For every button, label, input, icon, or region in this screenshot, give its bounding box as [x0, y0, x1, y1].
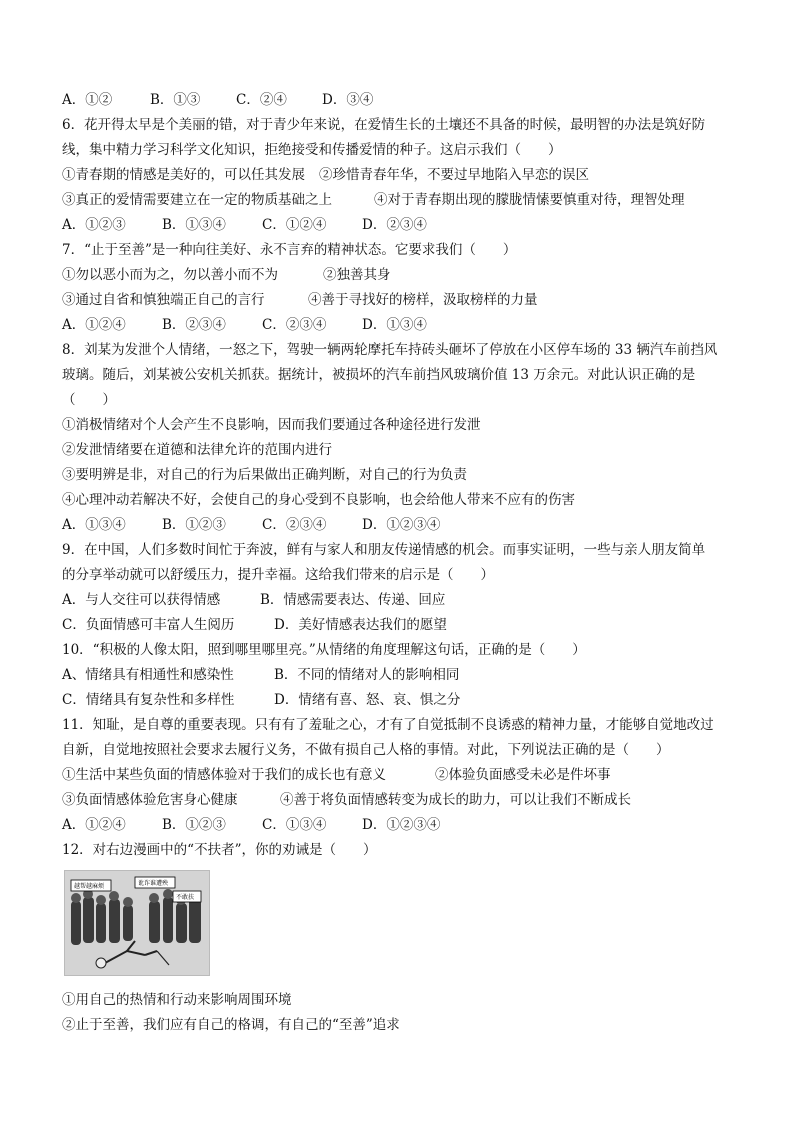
q11-statement-2: ②体验负面感受未必是件坏事: [435, 767, 611, 783]
q9-option-c: C．负面情感可丰富人生阅历: [62, 617, 235, 633]
q8-statement-1: ①消极情绪对个人会产生不良影响，因而我们要通过各种途径进行发泄: [62, 417, 481, 433]
q11-option-c: C．①③④: [262, 817, 327, 833]
q6-statement-2: ②珍惜青春年华，不要过早地陷入早恋的误区: [319, 167, 589, 183]
q6-statements-row1: [62, 166, 589, 184]
cartoon-sign-2: [135, 877, 175, 888]
q9-option-a: A．与人交往可以获得情感: [62, 592, 221, 608]
cartoon-sign-3: [173, 891, 201, 902]
q12-statement-2: ②止于至善，我们应有自己的格调，有自己的“至善”追求: [62, 1017, 400, 1033]
q6-stem-line2: 线，集中精力学习科学文化知识，拒绝接受和传播爱情的种子。这启示我们（ ）: [62, 142, 562, 158]
q5-option-b: B．①③: [150, 92, 201, 108]
q7-stem-line1: 7．“止于至善”是一种向往美好、永不言弃的精神状态。它要求我们（ ）: [62, 242, 517, 258]
q11-option-a: A．①②④: [62, 817, 126, 833]
q11-option-b: B．①②③: [162, 817, 226, 833]
q10-option-b: B．不同的情绪对人的影响相同: [274, 667, 460, 683]
q8-option-c: C．②③④: [262, 517, 327, 533]
q7-option-d: D．①③④: [362, 317, 427, 333]
q9-stem-line1: 9．在中国，人们多数时间忙于奔波，鲜有与家人和朋友传递情感的机会。而事实证明，一些与亲人朋友简单: [62, 542, 706, 558]
q10-option-c: C．情绪具有复杂性和多样性: [62, 692, 235, 708]
q8-option-d: D．①②③④: [362, 517, 441, 533]
q11-statement-4: ④善于将负面情感转变为成长的助力，可以让我们不断成长: [280, 792, 631, 808]
q6-statement-4: ④对于青春期出现的朦胧情愫要慎重对待，理智处理: [374, 192, 685, 208]
q7-statements-row2: [62, 291, 538, 309]
q9-option-d: D．美好情感表达我们的愿望: [274, 617, 447, 633]
q6-option-d: D．②③④: [362, 217, 427, 233]
q9-stem-line2: 的分享举动就可以舒缓压力，提升幸福。这给我们带来的启示是（ ）: [62, 567, 494, 583]
q8-option-b: B．①②③: [162, 517, 226, 533]
q7-option-b: B．②③④: [162, 317, 226, 333]
q7-statements-row1: [62, 266, 391, 284]
q6-option-b: B．①③④: [162, 217, 226, 233]
q10-stem-line1: 10．“积极的人像太阳，照到哪里哪里亮。”从情绪的角度理解这句话，正确的是（ ）: [62, 642, 586, 658]
q8-option-a: A．①③④: [62, 517, 126, 533]
q7-statement-2: ②独善其身: [323, 267, 391, 283]
q7-statement-1: ①勿以恶小而为之，勿以善小而不为: [62, 267, 278, 283]
q7-statement-3: ③通过自省和慎独端正自己的言行: [62, 292, 265, 308]
q11-statement-3: ③负面情感体验危害身心健康: [62, 792, 238, 808]
q11-statements-row2: [62, 791, 631, 809]
q7-option-a: A．①②④: [62, 317, 126, 333]
q5-option-a: A．①②: [62, 92, 113, 108]
q7-statement-4: ④善于寻找好的榜样，汲取榜样的力量: [308, 292, 538, 308]
q7-option-c: C．②③④: [262, 317, 327, 333]
q8-statement-4: ④心理冲动若解决不好，会使自己的身心受到不良影响，也会给他人带来不应有的伤害: [62, 492, 575, 508]
q6-options: [62, 216, 427, 234]
q5-option-d: D．③④: [322, 92, 374, 108]
q5-options: [62, 91, 373, 109]
q6-statements-row2: [62, 191, 685, 209]
q10-option-d: D．情绪有喜、怒、哀、惧之分: [274, 692, 461, 708]
q9-options-row1: [62, 591, 445, 609]
q12-statement-1: ①用自己的热情和行动来影响周围环境: [62, 992, 292, 1008]
q8-statement-3: ③要明辨是非，对自己的行为后果做出正确判断，对自己的行为负责: [62, 467, 467, 483]
q11-statements-row1: [62, 766, 611, 784]
q11-stem-line2: 自新，自觉地按照社会要求去履行义务，不做有损自己人格的事情。对此，下列说法正确的是（ ）: [62, 742, 670, 758]
q12-stem-line1: 12．对右边漫画中的“不扶者”，你的劝诫是（ ）: [62, 842, 377, 858]
cartoon-sign-3-text: 不敢扶: [176, 894, 195, 901]
q7-options: [62, 316, 427, 334]
q6-statement-3: ③真正的爱情需要建立在一定的物质基础之上: [62, 192, 332, 208]
cartoon-sign-2-text: 讹诈谁遭殃: [138, 880, 169, 887]
q10-option-a: A、情绪具有相通性和感染性: [62, 667, 234, 683]
q8-stem-line2: 玻璃。随后，刘某被公安机关抓获。据统计，被损坏的汽车前挡风玻璃价值 13 万余元。对此认识正确的是: [62, 367, 696, 383]
q8-options: [62, 516, 440, 534]
q6-option-a: A．①②③: [62, 217, 126, 233]
q8-stem-line3: （ ）: [62, 392, 116, 408]
cartoon-image: [64, 870, 210, 976]
cartoon-sign-1-text: 越帮越麻烦: [74, 883, 105, 890]
cartoon-illustration: [65, 871, 209, 975]
q8-statement-2: ②发泄情绪要在道德和法律允许的范围内进行: [62, 442, 332, 458]
q10-options-row2: [62, 691, 460, 709]
cartoon-sign-1: [71, 880, 111, 891]
q11-stem-line1: 11．知耻，是自尊的重要表现。只有有了羞耻之心，才有了自觉抵制不良诱惑的精神力量，才能够自觉地改过: [62, 717, 714, 733]
q9-option-b: B．情感需要表达、传递、回应: [260, 592, 446, 608]
q6-option-c: C．①②④: [262, 217, 327, 233]
q11-statement-1: ①生活中某些负面的情感体验对于我们的成长也有意义: [62, 767, 386, 783]
q11-option-d: D．①②③④: [362, 817, 441, 833]
q6-statement-1: ①青春期的情感是美好的，可以任其发展: [62, 167, 305, 183]
q10-options-row1: [62, 666, 459, 684]
q11-options: [62, 816, 440, 834]
q6-stem-line1: 6．花开得太早是个美丽的错，对于青少年来说，在爱情生长的土壤还不具备的时候，最明智的办法是筑好防: [62, 117, 706, 133]
q5-option-c: C．②④: [236, 92, 287, 108]
q8-stem-line1: 8．刘某为发泄个人情绪，一怒之下，驾驶一辆两轮摩托车持砖头砸坏了停放在小区停车场的 33 辆汽车前挡风: [62, 342, 718, 358]
q9-options-row2: [62, 616, 447, 634]
